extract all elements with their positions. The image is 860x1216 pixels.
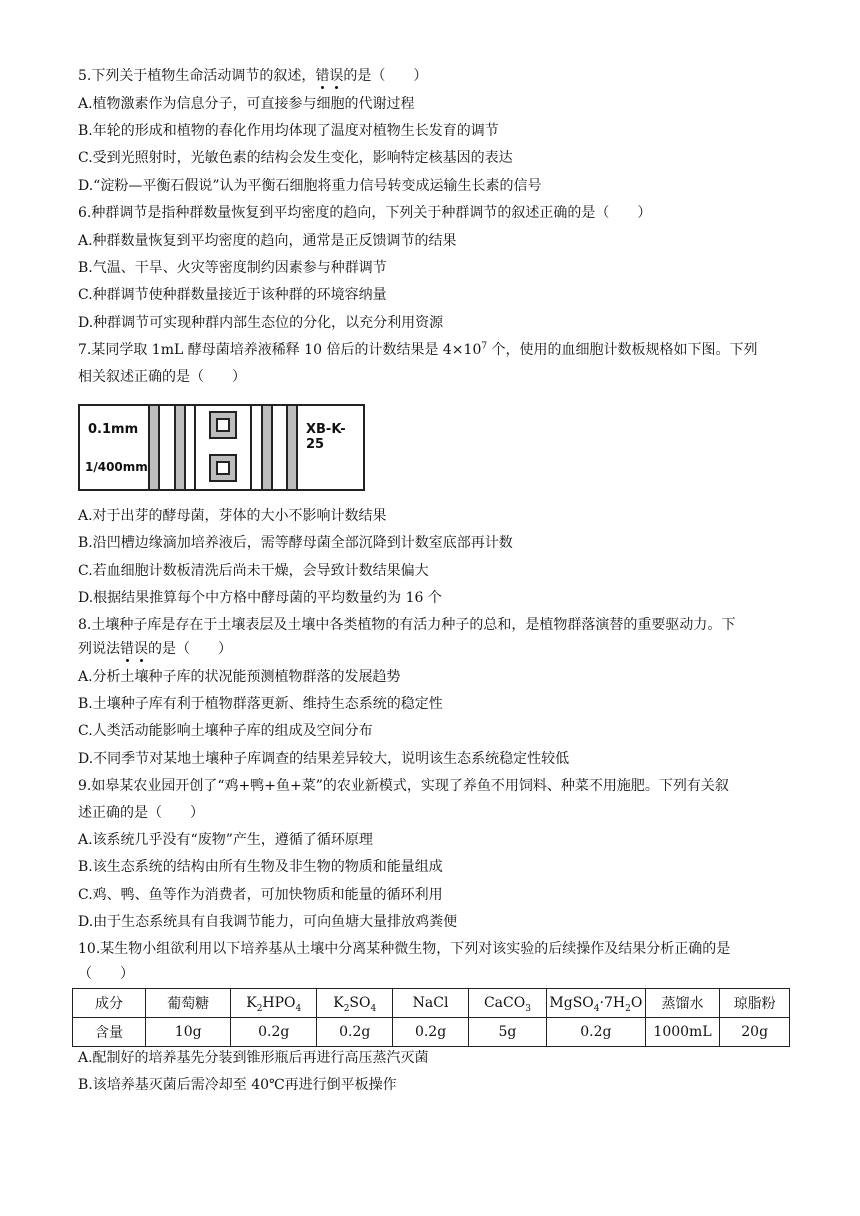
- table-cell: 葡萄糖: [146, 989, 231, 1018]
- model-label: XB-K-25: [306, 422, 346, 452]
- groove-bar-left-inner: [174, 406, 186, 489]
- q8-option-d: D.不同季节对某地土壤种子库调查的结果差异较大，说明该生态系统稳定性较低: [78, 751, 570, 767]
- counting-chamber-h: [194, 404, 252, 491]
- table-cell: 20g: [720, 1018, 790, 1047]
- q10-option-b: B.该培养基灭菌后需冷却至 40℃再进行倒平板操作: [78, 1077, 397, 1093]
- table-cell: 0.2g: [546, 1018, 645, 1047]
- q9-option-c: C.鸡、鸭、鱼等作为消费者，可加快物质和能量的循环利用: [78, 887, 443, 903]
- q6-stem: 6.种群调节是指种群数量恢复到平均密度的趋向，下列关于种群调节的叙述正确的是（ ）: [78, 205, 652, 221]
- groove-bar-left: [148, 406, 160, 489]
- groove-bar-right-inner: [261, 406, 273, 489]
- q8-option-c: C.人类活动能影响土壤种子库的组成及空间分布: [78, 723, 373, 739]
- q7-option-c: C.若血细胞计数板清洗后尚未干燥，会导致计数结果偏大: [78, 563, 429, 579]
- depth-label: 0.1mm: [88, 422, 139, 437]
- q5-option-a: A.植物激素作为信息分子，可直接参与细胞的代谢过程: [78, 96, 415, 112]
- table-cell: 含量: [73, 1018, 146, 1047]
- q9-stem-line1: 9.如皋某农业园开创了“鸡+鸭+鱼+菜”的农业新模式，实现了养鱼不用饲料、种菜不用施肥。下列有关叙: [78, 778, 729, 794]
- hemocytometer-figure: [78, 404, 365, 491]
- q9-option-b: B.该生态系统的结构由所有生物及非生物的物质和能量组成: [78, 859, 443, 875]
- q10-option-a: A.配制好的培养基先分装到锥形瓶后再进行高压蒸汽灭菌: [78, 1050, 429, 1066]
- q8-option-b: B.土壤种子库有利于植物群落更新、维持生态系统的稳定性: [78, 696, 443, 712]
- q6-option-c: C.种群调节使种群数量接近于该种群的环境容纳量: [78, 287, 387, 303]
- table-header-row: [73, 989, 790, 1018]
- q7-stem-line2: 相关叙述正确的是（ ）: [78, 369, 246, 385]
- table-cell: 成分: [73, 989, 146, 1018]
- table-cell: 0.2g: [317, 1018, 393, 1047]
- table-cell: $MgSO_4\cdot 7H_2O$: [546, 989, 645, 1018]
- q5-stem: 5.下列关于植物生命活动调节的叙述，错误的是（ ）: [78, 68, 428, 84]
- table-cell: 蒸馏水: [645, 989, 720, 1018]
- emphasis-char: 错: [315, 68, 330, 84]
- table-cell: CaCO$_3$: [468, 989, 546, 1018]
- q7-option-d: D.根据结果推算每个中方格中酵母菌的平均数量约为 16 个: [78, 590, 442, 606]
- q8-option-a: A.分析土壤种子库的状况能预测植物群落的发展趋势: [78, 669, 401, 685]
- table-cell: $K_2SO_4$: [317, 989, 393, 1018]
- q6-option-b: B.气温、干旱、火灾等密度制约因素参与种群调节: [78, 260, 387, 276]
- culture-medium-table: [72, 988, 790, 1047]
- q9-option-a: A.该系统几乎没有“废物”产生，遵循了循环原理: [78, 832, 373, 848]
- q10-stem-line1: 10.某生物小组欲利用以下培养基从土壤中分离某种微生物，下列对该实验的后续操作及结果分析正确的是: [78, 941, 731, 957]
- table-cell: 0.2g: [393, 1018, 469, 1047]
- table-cell: 0.2g: [231, 1018, 317, 1047]
- emphasis-char: 误: [134, 641, 148, 657]
- emphasis-char: 错: [120, 641, 134, 657]
- q10-stem-line2: （ ）: [78, 966, 134, 982]
- q7-option-b: B.沿凹槽边缘滴加培养液后，需等酵母菌全部沉降到计数室底部再计数: [78, 535, 513, 551]
- q5-option-c: C.受到光照射时，光敏色素的结构会发生变化，影响特定核基因的表达: [78, 150, 513, 166]
- table-cell: 5g: [468, 1018, 546, 1047]
- q6-option-d: D.种群调节可实现种群内部生态位的分化，以充分利用资源: [78, 315, 444, 331]
- table-cell: NaCl: [393, 989, 469, 1018]
- q8-stem-line2: 列说法错误的是（ ）: [78, 641, 232, 657]
- counting-square-bottom: [209, 454, 237, 482]
- table-cell: $K_2HPO_4$: [231, 989, 317, 1018]
- counting-square-top: [209, 411, 237, 439]
- q6-option-a: A.种群数量恢复到平均密度的趋向，通常是正反馈调节的结果: [78, 233, 457, 249]
- table-cell: 1000mL: [645, 1018, 720, 1047]
- q9-stem-line2: 述正确的是（ ）: [78, 805, 204, 821]
- q7-stem-line1: 7.某同学取 1mL 酵母菌培养液稀释 10 倍后的计数结果是 $4\times 10^7$ 个，使用的血细胞计数板规格如下图。下列: [78, 341, 758, 358]
- table-cell: 10g: [146, 1018, 231, 1047]
- q8-stem-line1: 8.土壤种子库是存在于土壤表层及土壤中各类植物的有活力种子的总和，是植物群落演替的重要驱动力。下: [78, 617, 736, 633]
- emphasis-char: 误: [329, 68, 344, 84]
- q5-option-d: D.“淀粉—平衡石假说”认为平衡石细胞将重力信号转变成运输生长素的信号: [78, 178, 542, 194]
- q5-option-b: B.年轮的形成和植物的春化作用均体现了温度对植物生长发育的调节: [78, 123, 499, 139]
- q7-option-a: A.对于出芽的酵母菌，芽体的大小不影响计数结果: [78, 508, 387, 524]
- table-row: [73, 1018, 790, 1047]
- area-label: 1/400mm: [85, 460, 148, 474]
- table-cell: 琼脂粉: [720, 989, 790, 1018]
- q9-option-d: D.由于生态系统具有自我调节能力，可向鱼塘大量排放鸡粪便: [78, 914, 458, 930]
- groove-bar-right: [286, 406, 298, 489]
